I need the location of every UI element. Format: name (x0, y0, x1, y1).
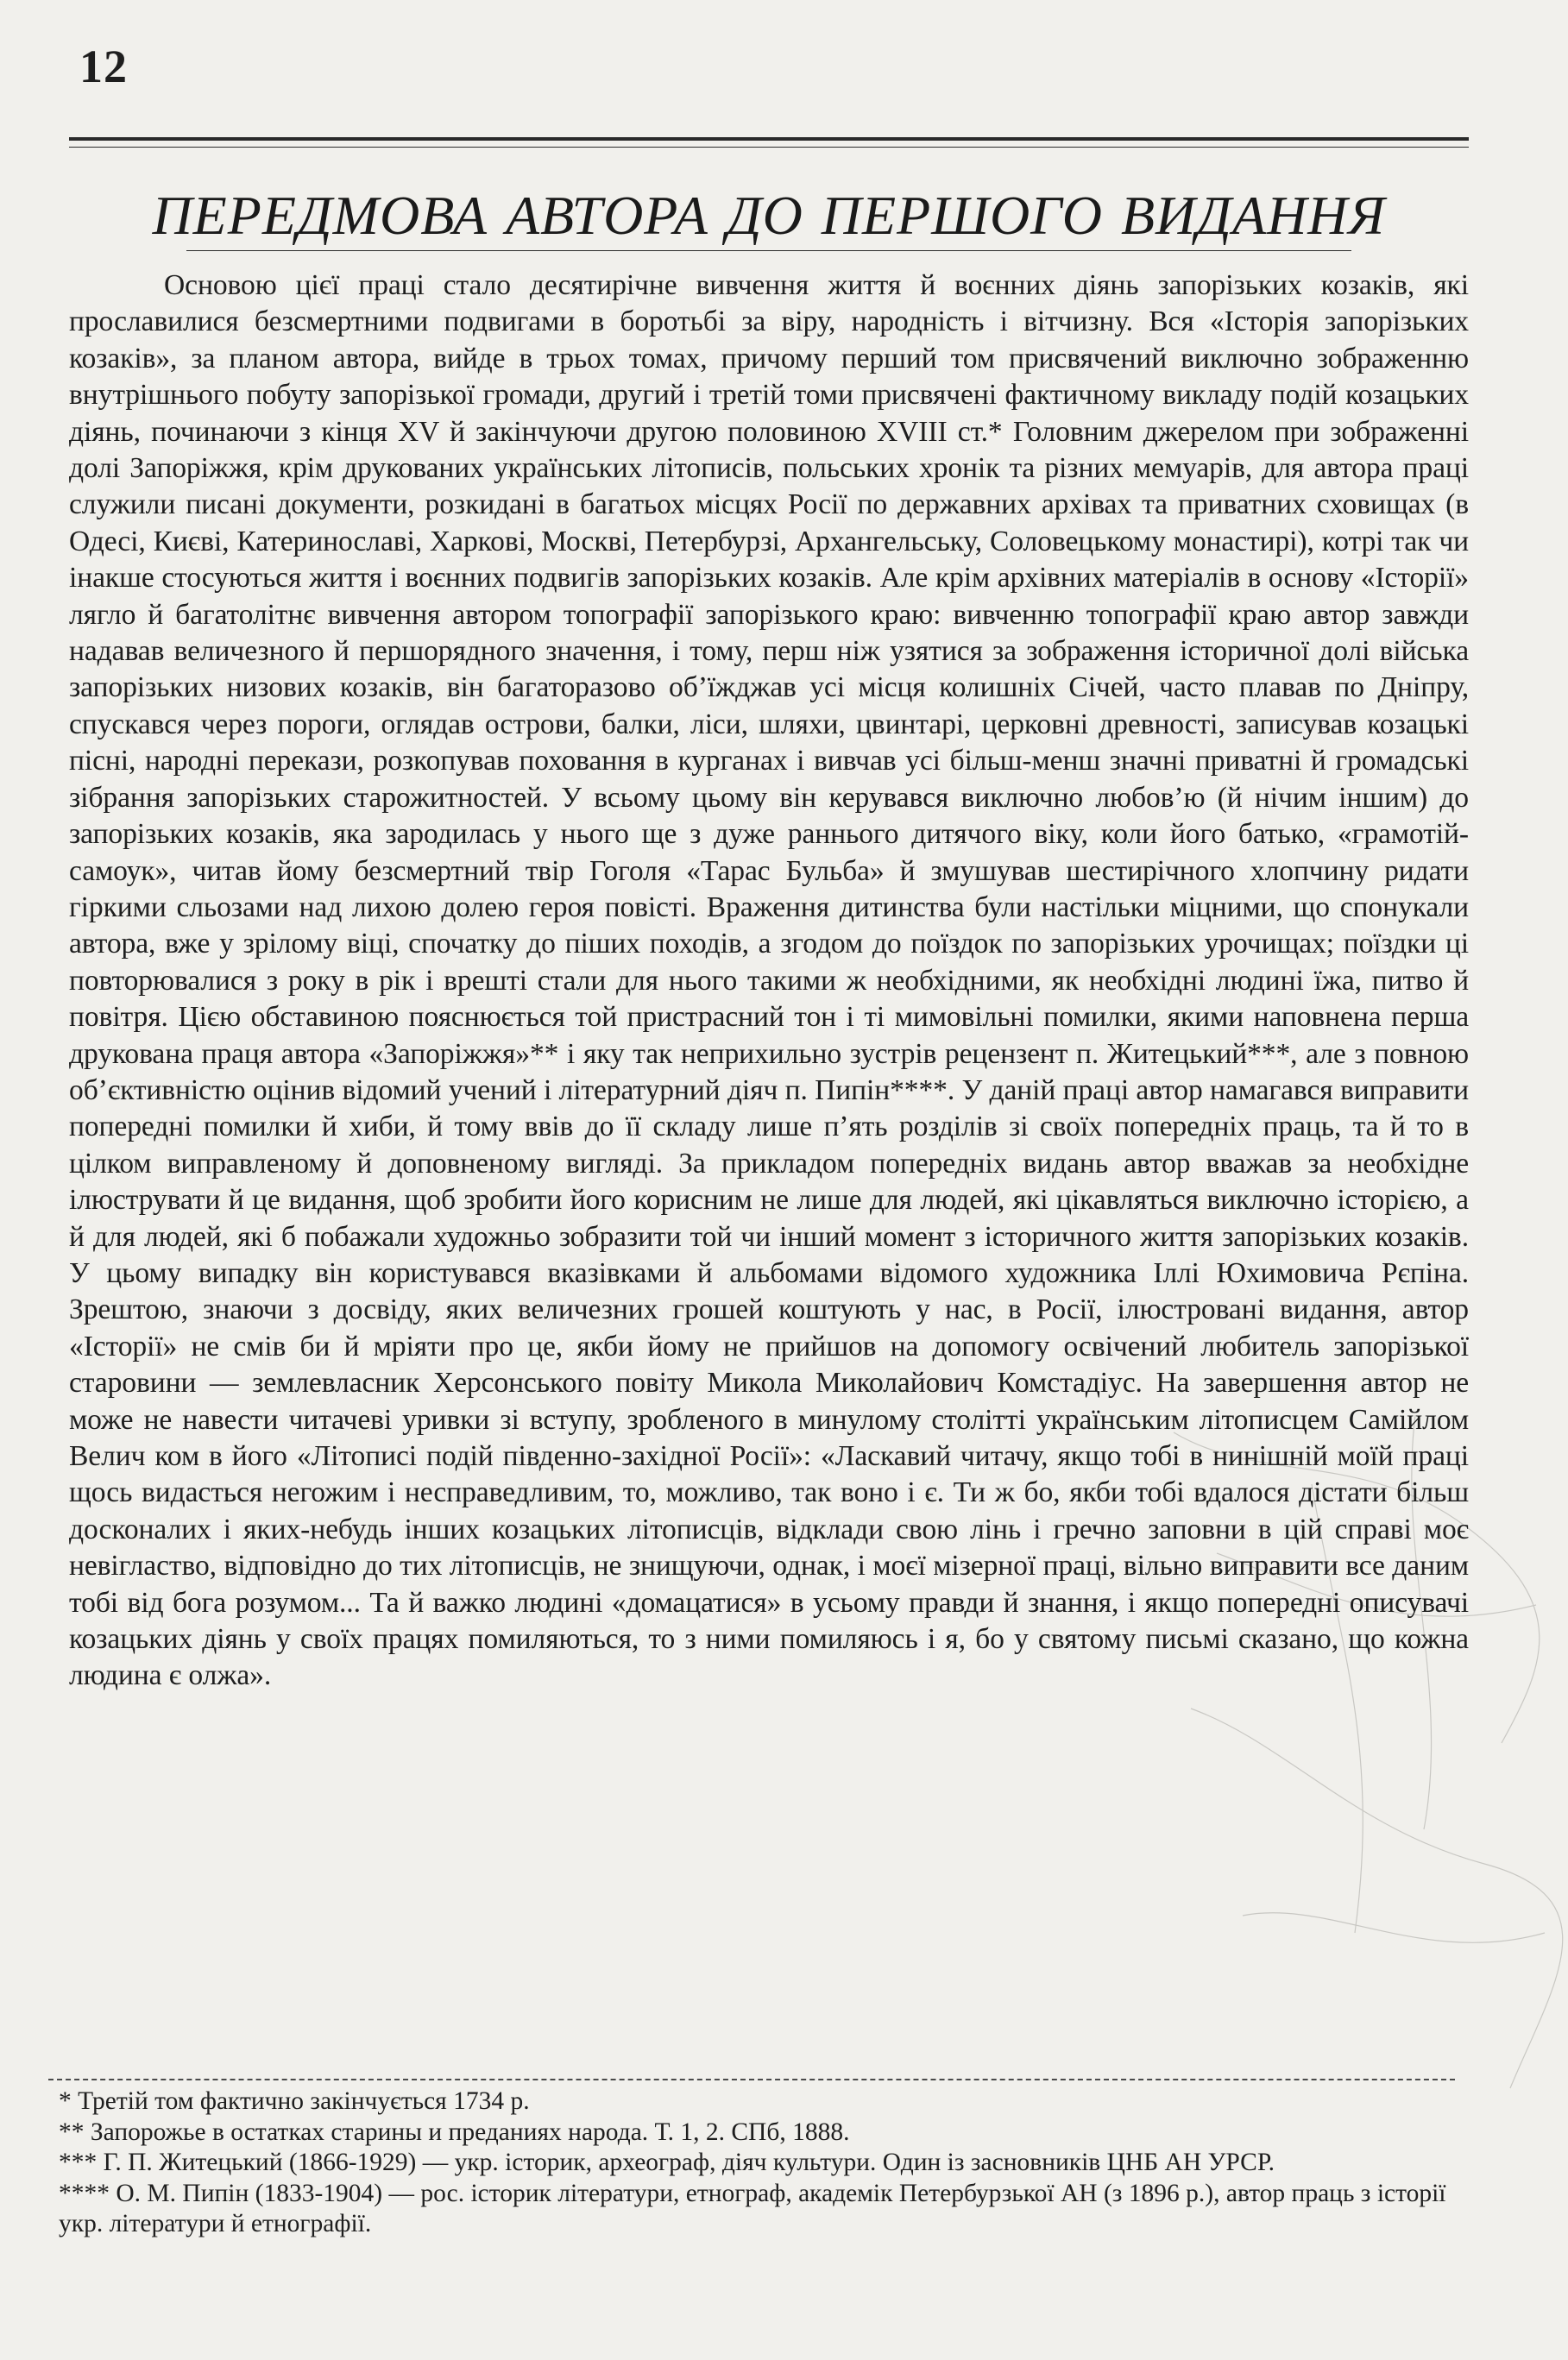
preface-body: Основою цієї праці стало десятирічне вивчення життя й воєнних діянь запорізьких козаків, які прославилися безсмертними подвигами в боротьбі за віру, народність і вітчизну. Вся «Історія запорізьких козаків», за планом автора, вийде в трьох томах, причому перший том присвячений виключно зображенню внутрішнього побуту запорізької громади, другий і третій томи присвячені фактичному викладу подій козацьких діянь, починаючи з кінця XV й закінчуючи другою половиною XVIII ст.* Головним джерелом при зображенні долі Запоріжжя, крім друкованих українських літописів, польських хронік та різних мемуарів, для автора праці служили писані документи, розкидані в багатьох місцях Росії по державних архівах та приватних сховищах (в Одесі, Києві, Катеринославі, Харкові, Москві, Петербурзі, Архангельську, Соловецькому монастирі), котрі так чи інакше стосуються життя і воєнних подвигів запорізьких козаків. Але крім архівних матеріалів в основу «Історії» лягло й багатолітнє вивчення автором топографії запорізького краю: вивченню топографії краю автор завжди надавав величезного й першорядного значення, і тому, перш ніж узятися за зображення історичної долі війська запорізьких низових козаків, він багаторазово об’їжджав усі місця колишніх Січей, часто плавав по Дніпру, спускався через пороги, оглядав острови, балки, ліси, шляхи, цвинтарі, церковні древності, записував козацькі пісні, народні перекази, розкопував поховання в курганах і вивчав усі більш-менш значні приватні й громадські зібрання запорізьких старожитностей. У всьому цьому він керувався виключно любов’ю (й нічим іншим) до запорізьких козаків, яка зародилась у нього ще з дуже раннього дитячого віку, коли його батько, «грамотій-самоук», читав йому безсмертний твір Гоголя «Тарас Бульба» й змушував шестирічного хлопчину ридати гіркими сльозами над лихою долею героя повісті. Враження дитинства були настільки міцними, що спонукали автора, вже у зрілому віці, спочатку до піших походів, а згодом до поїздок по запорізьких урочищах; поїздки ці повторювалися з року в рік і врешті стали для нього такими ж необхідними, як необхідні людині їжа, питво й повітря. Цією обставиною пояснюється той пристрасний тон і ті мимовільні помилки, якими наповнена перша друкована праця автора «Запоріжжя»** і яку так неприхильно зустрів рецензент п. Житецький***, але з повною об’єктивністю оцінив відомий учений і літературний діяч п. Пипін****. У даній праці автор намагався виправити попередні помилки й хиби, й тому ввів до її складу лише п’ять розділів зі своїх попередніх праць, та й то в цілком виправленому й доповненому вигляді. За прикладом попередніх видань автор вважав за необхідне ілюструвати й це видання, щоб зробити його корисним не лише для людей, які цікавляться виключно історією, а й для людей, які б побажали художньо зобразити той чи інший момент з історичного життя запорізьких козаків. У цьому випадку він користувався вказівками й альбомами відомого художника Іллі Юхимовича Рєпіна. Зрештою, знаючи з досвіду, яких величезних грошей коштують у нас, в Росії, ілюстровані видання, автор «Історії» не смів би й мріяти про це, якби йому не прийшов на допомогу освічений любитель запорізької старовини — землевласник Херсонського повіту Микола Миколайович Комстадіус. На завершення автор не може не навести читачеві уривки зі вступу, зробленого в минулому столітті українським літописцем Самійлом Велич ком в його «Літописі подій південно-західної Росії»: «Ласкавий читачу, якщо тобі в нинішній моїй праці щось видасться негожим і несправедливим, то, можливо, так воно і є. Ти ж бо, якби тобі вдалося дістати більш досконалих і яких-небудь інших козацьких літописців, відклади свою лінь і гречно заповни в цій справі моє невігластво, відповідно до тих літописців, не знищуючи, однак, і моєї мізерної праці, вільно виправити все даним тобі від бога розумом... Та й важко людині «домацатися» в усьому правди й знання, і якщо попередні описувачі козацьких діянь у своїх працях помиляються, то з ними помиляюсь і я, бо у святому письмі сказано, що кожна людина є олжа». (69, 269, 1469, 1692)
header-rule-thin (69, 147, 1469, 148)
footnotes (59, 2086, 1474, 2240)
page-number: 12 (79, 41, 128, 92)
header-rule-thick (69, 137, 1469, 141)
footnote-divider (48, 2079, 1455, 2080)
footnote-4: **** О. М. Пипін (1833-1904) — рос. історик літератури, етнограф, академік Петербурзької АН (з 1896 р.), автор праць з історії укр. літератури й етнографії. (59, 2179, 1446, 2237)
footnote-2: ** Запорожье в остатках старины и преданиях народа. Т. 1, 2. СПб, 1888. (59, 2118, 850, 2146)
title-underline (186, 250, 1351, 251)
footnote-3: *** Г. П. Житецький (1866-1929) — укр. історик, археограф, діяч культури. Один із засновників ЦНБ АН УРСР. (59, 2149, 1275, 2176)
footnote-1: * Третій том фактично закінчується 1734 р. (59, 2087, 530, 2115)
chapter-title: ПЕРЕДМОВА АВТОРА ДО ПЕРШОГО ВИДАННЯ (152, 185, 1386, 246)
